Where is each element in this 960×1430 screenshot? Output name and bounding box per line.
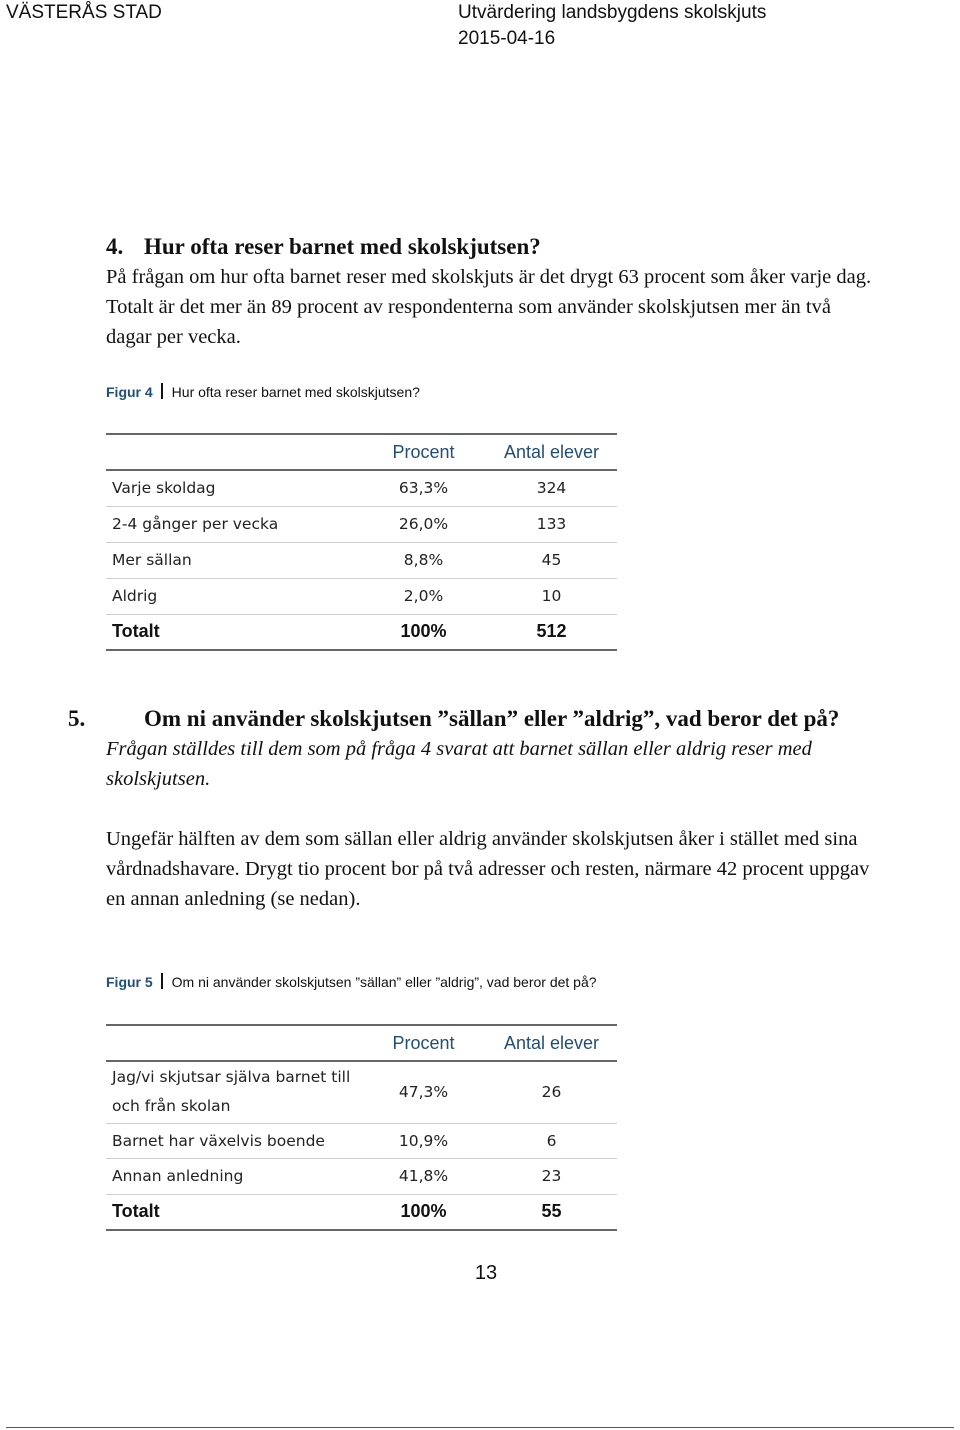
row-count: 6 xyxy=(486,1123,617,1158)
section-4 xyxy=(106,232,876,352)
row-count: 45 xyxy=(486,542,617,578)
row-count: 26 xyxy=(486,1061,617,1123)
column-header-percent: Procent xyxy=(361,1025,486,1061)
section-4-body: På frågan om hur ofta barnet reser med skolskjuts är det drygt 63 procent som åker varje dag. Totalt är det mer än 89 procent av respondenterna som använder skolskjutsen mer än två dagar per vecka. xyxy=(106,266,872,348)
section-5-heading xyxy=(68,704,876,734)
figure-5-table xyxy=(106,1024,617,1231)
row-percent: 63,3% xyxy=(361,470,486,506)
section-5-title: Om ni använder skolskjutsen ”sällan” eller ”aldrig”, vad beror det på? xyxy=(144,706,840,731)
section-5 xyxy=(68,704,876,914)
row-label: Aldrig xyxy=(106,578,361,614)
header-report-title: Utvärdering landsbygdens skolskjuts xyxy=(458,2,767,23)
column-header-count: Antal elever xyxy=(486,434,617,470)
figure-4-label: Figur 4 xyxy=(106,384,153,400)
section-4-number: 4. xyxy=(106,234,124,259)
section-4-heading xyxy=(106,232,876,262)
row-label: Annan anledning xyxy=(106,1158,361,1194)
figure-5-label: Figur 5 xyxy=(106,974,153,990)
row-percent: 26,0% xyxy=(361,506,486,542)
column-header-label xyxy=(106,1025,361,1061)
page-bottom-rule xyxy=(6,1427,954,1428)
page-number: 13 xyxy=(474,1262,498,1284)
column-header-label xyxy=(106,434,361,470)
total-label: Totalt xyxy=(106,1194,361,1230)
total-row xyxy=(106,1194,617,1230)
table-row xyxy=(106,470,617,506)
total-count: 512 xyxy=(486,614,617,650)
table-row xyxy=(106,1123,617,1158)
row-percent: 8,8% xyxy=(361,542,486,578)
row-count: 133 xyxy=(486,506,617,542)
figure-4-caption xyxy=(106,382,420,402)
row-label: Mer sällan xyxy=(106,542,361,578)
figure-4-caption-text: Hur ofta reser barnet med skolskjutsen? xyxy=(171,384,420,400)
table-header-row xyxy=(106,434,617,470)
figure-5-caption xyxy=(106,972,597,992)
column-header-percent: Procent xyxy=(361,434,486,470)
caption-divider xyxy=(161,973,163,989)
table-row xyxy=(106,542,617,578)
section-5-intro: Frågan ställdes till dem som på fråga 4 svarat att barnet sällan eller aldrig reser med skolskjutsen. xyxy=(106,738,812,790)
row-percent: 2,0% xyxy=(361,578,486,614)
row-label: Barnet har växelvis boende xyxy=(106,1123,361,1158)
total-row xyxy=(106,614,617,650)
table-row xyxy=(106,1061,617,1123)
row-percent: 10,9% xyxy=(361,1123,486,1158)
section-5-body: Ungefär hälften av dem som sällan eller aldrig använder skolskjutsen åker i stället med sina vårdnadshavare. Drygt tio procent bor på två adresser och resten, närmare 42 procent uppgav en annan anledning (se nedan). xyxy=(106,828,870,910)
total-percent: 100% xyxy=(361,1194,486,1230)
caption-divider xyxy=(161,383,163,399)
row-count: 23 xyxy=(486,1158,617,1194)
section-4-title: Hur ofta reser barnet med skolskjutsen? xyxy=(144,234,541,259)
table-row xyxy=(106,1158,617,1194)
figure-5-caption-text: Om ni använder skolskjutsen ”sällan” eller ”aldrig”, vad beror det på? xyxy=(171,974,597,990)
figure-4-table xyxy=(106,433,617,651)
header-org: VÄSTERÅS STAD xyxy=(6,2,162,23)
header-date: 2015-04-16 xyxy=(458,28,556,49)
total-count: 55 xyxy=(486,1194,617,1230)
column-header-count: Antal elever xyxy=(486,1025,617,1061)
row-label: Jag/vi skjutsar själva barnet till och från skolan xyxy=(106,1061,361,1123)
table-row xyxy=(106,506,617,542)
header-meta xyxy=(458,0,878,52)
table-header-row xyxy=(106,1025,617,1061)
section-5-number: 5. xyxy=(68,706,86,731)
total-label: Totalt xyxy=(106,614,361,650)
row-label: Varje skoldag xyxy=(106,470,361,506)
table-row xyxy=(106,578,617,614)
row-percent: 41,8% xyxy=(361,1158,486,1194)
row-percent: 47,3% xyxy=(361,1061,486,1123)
total-percent: 100% xyxy=(361,614,486,650)
row-count: 324 xyxy=(486,470,617,506)
row-label: 2-4 gånger per vecka xyxy=(106,506,361,542)
row-count: 10 xyxy=(486,578,617,614)
